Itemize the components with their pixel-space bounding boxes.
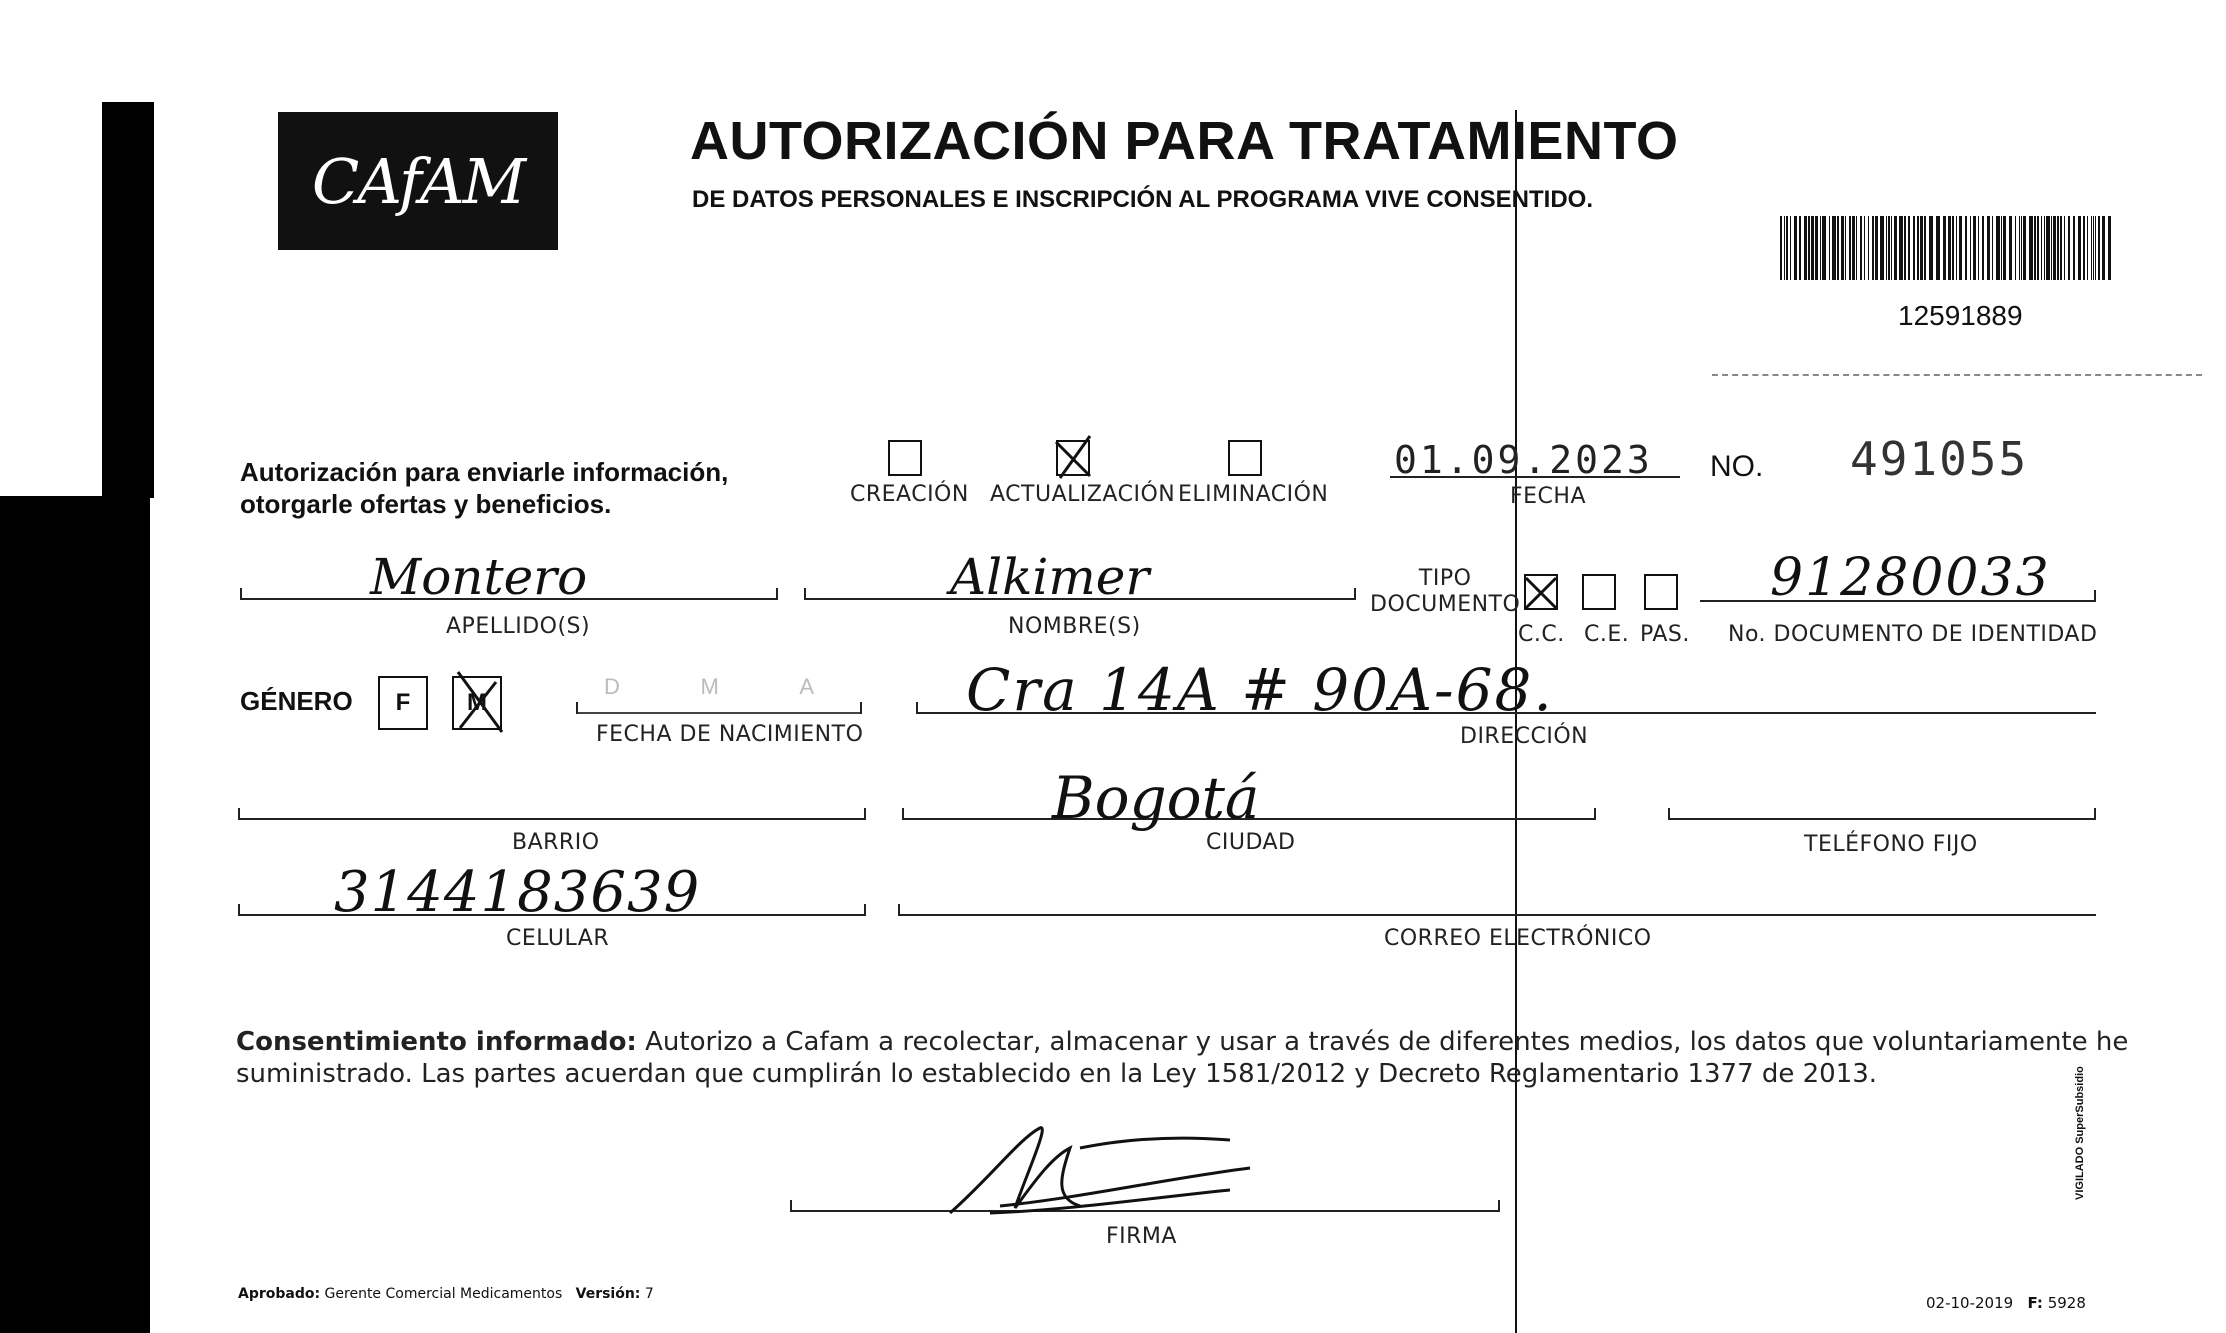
- barcode-bar: [1811, 216, 1814, 280]
- barcode-bar: [1864, 216, 1865, 280]
- barcode-bar: [1872, 216, 1874, 280]
- consent-line-1: [236, 1026, 2129, 1058]
- barcode-bar: [2053, 216, 2056, 280]
- barcode-bar: [1815, 216, 1818, 280]
- no-label: NO.: [1710, 450, 1764, 483]
- checkbox-cc[interactable]: [1524, 574, 1558, 610]
- consent-paragraph: [236, 1026, 2129, 1090]
- barcode-bar: [2098, 216, 2100, 280]
- vigilado-mark: VIGILADO SuperSubsidio: [2074, 1066, 2086, 1200]
- barcode-bar: [1978, 216, 1979, 280]
- label-actualizacion: ACTUALIZACIÓN: [990, 482, 1176, 507]
- barcode-bar: [1920, 216, 1923, 280]
- tick: [902, 808, 904, 820]
- tick: [238, 808, 240, 820]
- barcode-bar: [2102, 216, 2105, 280]
- f-label: F:: [2027, 1294, 2043, 1312]
- no-value: 491055: [1850, 432, 2029, 486]
- barcode-bar: [1917, 216, 1919, 280]
- dma-d: D: [604, 674, 620, 699]
- tick: [1354, 588, 1356, 600]
- fecha-nac-label: FECHA DE NACIMIENTO: [596, 722, 864, 747]
- celular-label: CELULAR: [506, 926, 610, 951]
- barcode-bar: [2087, 216, 2088, 280]
- barcode-bar: [1992, 216, 1993, 280]
- tipo-doc-label-1: TIPO: [1418, 566, 1472, 591]
- barcode-bar: [1908, 216, 1910, 280]
- barcode-bar: [1987, 216, 1990, 280]
- tick: [898, 904, 900, 916]
- checkbox-creacion[interactable]: [888, 440, 922, 476]
- checkbox-actualizacion[interactable]: [1056, 440, 1090, 476]
- tick: [1594, 808, 1596, 820]
- barcode-bar: [2051, 216, 2052, 280]
- tick: [860, 702, 862, 714]
- tipo-doc-label-2: DOCUMENTO: [1370, 592, 1521, 617]
- firma-label: FIRMA: [1106, 1224, 1177, 1249]
- tick: [804, 588, 806, 600]
- celular-value: 3144183639: [334, 860, 701, 925]
- barcode-bar: [2001, 216, 2002, 280]
- nombres-value: Alkimer: [950, 548, 1150, 606]
- barcode-bar: [2093, 216, 2094, 280]
- barcode-bar: [1794, 216, 1797, 280]
- f-value: 5928: [2047, 1294, 2086, 1312]
- barcode-bar: [1894, 216, 1897, 280]
- date-code: 02-10-2019: [1926, 1294, 2014, 1312]
- barcode-bar: [2015, 216, 2016, 280]
- barcode-bar: [1982, 216, 1984, 280]
- barcode-bar: [1837, 216, 1839, 280]
- telefono-line: [1668, 818, 2096, 820]
- barcode-bar: [2091, 216, 2092, 280]
- footer-code: [1926, 1294, 2086, 1312]
- barcode-number: 12591889: [1898, 300, 2023, 331]
- checkbox-genero-m[interactable]: [452, 676, 502, 730]
- barcode-bar: [1780, 216, 1782, 280]
- consent-text-1: Autorizo a Cafam a recolectar, almacenar y usar a través de diferentes medios, los datos que voluntariamente he: [645, 1027, 2129, 1057]
- telefono-label: TELÉFONO FIJO: [1804, 832, 1978, 857]
- fecha-nac-line: [576, 712, 862, 714]
- barcode-bar: [2044, 216, 2045, 280]
- barcode-bar: [1924, 216, 1926, 280]
- barcode-bar: [1790, 216, 1791, 280]
- barcode-bar: [2095, 216, 2096, 280]
- doc-number-value: 91280033: [1770, 548, 2051, 608]
- authorization-line-2: otorgarle ofertas y beneficios.: [240, 489, 612, 519]
- fecha-nac-dma: [604, 674, 814, 700]
- consent-line-2: suministrado. Las partes acuerdan que cumplirán lo establecido en la Ley 1581/2012 y Decreto Reglamentario 1377 de 2013.: [236, 1059, 1878, 1089]
- direccion-label: DIRECCIÓN: [1460, 724, 1589, 749]
- ciudad-value: Bogotá: [1052, 764, 1260, 832]
- x-mark-icon: [1526, 576, 1556, 608]
- barcode-bar: [1936, 216, 1940, 280]
- barcode-bar: [1804, 216, 1807, 280]
- barcode-bar: [1860, 216, 1862, 280]
- barcode-bar: [1965, 216, 1967, 280]
- barcode-bar: [1808, 216, 1810, 280]
- form-subtitle: DE DATOS PERSONALES E INSCRIPCIÓN AL PROGRAMA VIVE CONSENTIDO.: [692, 186, 1593, 213]
- barcode-bar: [1973, 216, 1976, 280]
- barcode-bar: [2073, 216, 2075, 280]
- nombres-label: NOMBRE(S): [1008, 614, 1141, 639]
- logo-text: CAfAM: [311, 144, 525, 218]
- ciudad-label: CIUDAD: [1206, 830, 1296, 855]
- tipo-doc-label: [1370, 566, 1520, 618]
- scan-edge-bottom: [0, 496, 150, 1333]
- barcode: [1780, 216, 2116, 280]
- barcode-bar: [1886, 216, 1887, 280]
- barcode-bar: [1929, 216, 1933, 280]
- tick: [2094, 590, 2096, 602]
- fecha-value: 01.09.2023: [1394, 438, 1653, 482]
- barcode-bar: [2037, 216, 2039, 280]
- version-label: Versión:: [575, 1286, 641, 1302]
- genero-label: GÉNERO: [240, 686, 353, 716]
- tick: [240, 588, 242, 600]
- barcode-bar: [1799, 216, 1801, 280]
- barcode-bar: [1841, 216, 1844, 280]
- barrio-label: BARRIO: [512, 830, 600, 855]
- barcode-bar: [1856, 216, 1857, 280]
- authorization-line-1: Autorización para enviarle información,: [240, 457, 729, 487]
- tick: [790, 1200, 792, 1212]
- barcode-bar: [2078, 216, 2081, 280]
- barcode-bar: [1820, 216, 1821, 280]
- barcode-bar: [2057, 216, 2059, 280]
- barcode-bar: [2009, 216, 2012, 280]
- authorization-text: [240, 456, 728, 520]
- label-cc: C.C.: [1518, 622, 1565, 647]
- barcode-bar: [2064, 216, 2065, 280]
- checkbox-eliminacion[interactable]: [1228, 440, 1262, 476]
- barcode-bar: [2060, 216, 2062, 280]
- barcode-bar: [1829, 216, 1830, 280]
- checkbox-ce[interactable]: [1582, 574, 1616, 610]
- barcode-bar: [1996, 216, 2000, 280]
- x-mark-icon: [454, 678, 500, 728]
- dma-m: M: [700, 674, 719, 699]
- barcode-bar: [2041, 216, 2042, 280]
- signature-scribble: [930, 1118, 1260, 1228]
- barcode-bar: [2023, 216, 2026, 280]
- genero-f-label: F: [395, 689, 411, 716]
- barcode-bar: [2003, 216, 2006, 280]
- checkbox-genero-f[interactable]: [378, 676, 428, 730]
- barcode-bar: [1913, 216, 1915, 280]
- checkbox-pas[interactable]: [1644, 574, 1678, 610]
- tick: [2094, 808, 2096, 820]
- label-ce: C.E.: [1584, 622, 1630, 647]
- direccion-value: Cra 14A # 90A-68.: [966, 656, 1554, 724]
- barcode-bar: [1888, 216, 1890, 280]
- tick: [776, 588, 778, 600]
- barcode-bar: [1868, 216, 1869, 280]
- version-value: 7: [644, 1286, 654, 1302]
- apellidos-label: APELLIDO(S): [446, 614, 591, 639]
- aprobado-value: Gerente Comercial Medicamentos: [324, 1286, 563, 1302]
- consent-heading: Consentimiento informado:: [236, 1027, 637, 1057]
- tick: [576, 702, 578, 714]
- barcode-bar: [2083, 216, 2085, 280]
- tick: [864, 808, 866, 820]
- barcode-bar: [1786, 216, 1788, 280]
- tick: [864, 904, 866, 916]
- label-eliminacion: ELIMINACIÓN: [1178, 482, 1329, 507]
- aprobado-label: Aprobado:: [238, 1286, 321, 1302]
- tick: [238, 904, 240, 916]
- barcode-bar: [1852, 216, 1855, 280]
- barcode-bar: [2019, 216, 2020, 280]
- barcode-bar: [2034, 216, 2036, 280]
- barcode-bar: [2021, 216, 2022, 280]
- correo-line: [898, 914, 2096, 916]
- barrio-line: [238, 818, 866, 820]
- dash-row: [1712, 374, 2202, 376]
- barcode-bar: [2029, 216, 2033, 280]
- barcode-bar: [1956, 216, 1957, 280]
- barcode-bar: [1845, 216, 1846, 280]
- label-pas: PAS.: [1640, 622, 1690, 647]
- barcode-bar: [1899, 216, 1903, 280]
- barcode-bar: [2068, 216, 2070, 280]
- dma-a: A: [799, 674, 814, 699]
- barcode-bar: [1891, 216, 1892, 280]
- label-creacion: CREACIÓN: [850, 482, 969, 507]
- barcode-bar: [2046, 216, 2050, 280]
- x-mark-icon: [1058, 442, 1088, 474]
- tick: [916, 702, 918, 714]
- barcode-bar: [1970, 216, 1971, 280]
- correo-label: CORREO ELECTRÓNICO: [1384, 926, 1652, 951]
- tick: [1498, 1200, 1500, 1212]
- fecha-line: [1390, 476, 1680, 478]
- cafam-logo: [278, 112, 558, 250]
- barcode-bar: [1904, 216, 1906, 280]
- barcode-bar: [1849, 216, 1851, 280]
- barcode-bar: [1943, 216, 1946, 280]
- barcode-bar: [1880, 216, 1884, 280]
- barcode-bar: [1784, 216, 1785, 280]
- barcode-bar: [2108, 216, 2111, 280]
- barcode-bar: [1952, 216, 1954, 280]
- barcode-bar: [1948, 216, 1951, 280]
- tick: [1668, 808, 1670, 820]
- fecha-label: FECHA: [1510, 484, 1587, 509]
- apellidos-value: Montero: [370, 548, 588, 606]
- genero-m-label: M: [467, 689, 487, 716]
- form-title: AUTORIZACIÓN PARA TRATAMIENTO: [690, 111, 1679, 171]
- scan-edge-top: [102, 102, 154, 498]
- barcode-bar: [1832, 216, 1836, 280]
- footer-approval: [238, 1286, 654, 1302]
- barcode-bar: [1875, 216, 1878, 280]
- barcode-bar: [1822, 216, 1826, 280]
- doc-number-label: No. DOCUMENTO DE IDENTIDAD: [1728, 622, 2098, 647]
- barcode-bar: [1959, 216, 1962, 280]
